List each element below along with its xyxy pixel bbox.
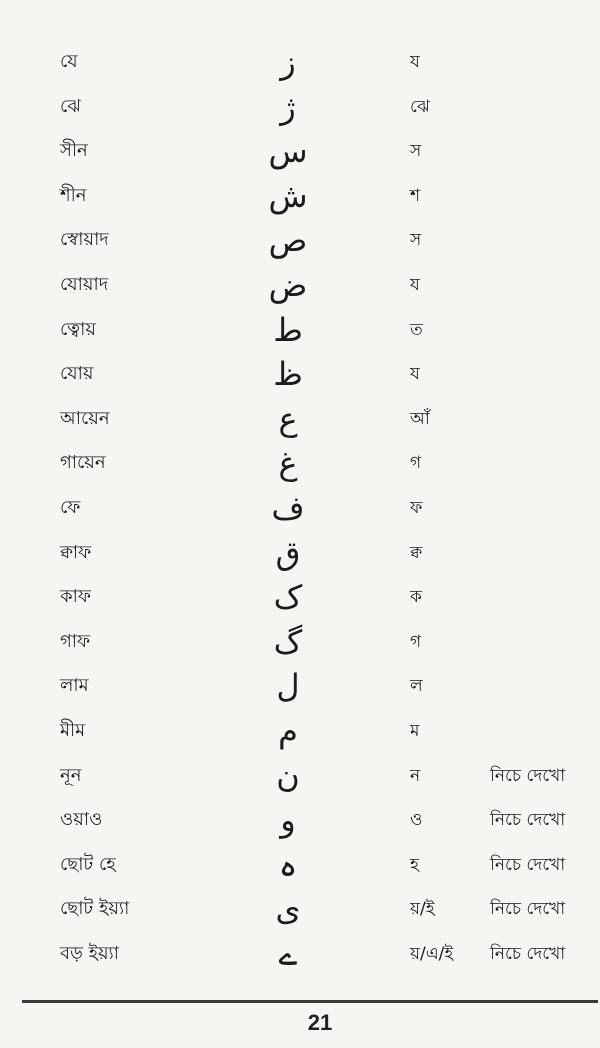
letter-name: ঝে — [60, 95, 81, 117]
table-row — [0, 754, 600, 799]
letter-name: ত্বোয় — [60, 318, 96, 340]
letter-name: আয়েন — [60, 407, 110, 429]
urdu-letter: م — [278, 711, 298, 750]
page-number: 21 — [307, 1010, 333, 1035]
bengali-equivalent: য — [410, 52, 420, 72]
urdu-letter: ے — [278, 934, 298, 973]
letter-name: ছোট হে — [60, 853, 116, 875]
table-row — [0, 887, 600, 932]
urdu-letter: گ — [273, 622, 303, 661]
urdu-letter: ش — [268, 176, 308, 215]
note-text: নিচে দেখো — [490, 899, 566, 920]
urdu-letter: ض — [268, 265, 308, 304]
table-row — [0, 218, 600, 263]
bengali-equivalent: ফ — [410, 497, 423, 518]
urdu-letter: ط — [273, 310, 303, 349]
urdu-letter: ز — [280, 43, 296, 81]
table-row — [0, 709, 600, 754]
bengali-equivalent: ক — [410, 587, 422, 608]
letter-name: নূন — [60, 764, 82, 786]
bengali-equivalent: গ — [410, 453, 422, 474]
letter-name: বড় ইয়্যা — [60, 942, 119, 964]
urdu-letter: ک — [273, 578, 303, 617]
urdu-letter: و — [280, 801, 296, 840]
note-text: নিচে দেখো — [490, 810, 566, 831]
letter-name: যোয়াদ — [60, 273, 109, 295]
table-row — [0, 531, 600, 576]
letter-name: গাফ — [60, 630, 91, 652]
urdu-letter: ف — [271, 488, 305, 527]
letter-name: ক্বাফ — [60, 541, 92, 563]
bengali-equivalent: স — [410, 230, 422, 251]
note-text: নিচে দেখো — [490, 943, 566, 964]
bengali-equivalent: ও — [410, 810, 423, 831]
letter-name: গায়েন — [60, 452, 106, 474]
table-row — [0, 441, 600, 486]
letter-name: ফে — [60, 496, 81, 518]
bengali-equivalent: ম — [410, 720, 420, 741]
bengali-equivalent: আঁ — [410, 408, 430, 429]
letter-name: স্বোয়াদ — [60, 229, 109, 251]
table-row — [0, 85, 600, 130]
urdu-letter: ژ — [280, 87, 296, 126]
urdu-letter: ی — [275, 890, 301, 929]
bengali-equivalent: ঝে — [410, 96, 430, 117]
table-row — [0, 620, 600, 665]
alphabet-table — [0, 40, 600, 976]
urdu-letter: غ — [278, 444, 298, 483]
bengali-equivalent: য — [410, 364, 420, 385]
table-row — [0, 40, 600, 85]
bengali-equivalent: হ — [410, 854, 419, 875]
bengali-equivalent: য়/ই — [410, 899, 435, 920]
table-row — [0, 174, 600, 219]
table-row — [0, 843, 600, 888]
bengali-equivalent: য়/এ/ই — [410, 943, 454, 964]
bengali-equivalent: স — [410, 141, 422, 162]
urdu-letter: س — [268, 132, 308, 171]
table-row — [0, 308, 600, 353]
letter-name: মীম — [60, 719, 86, 741]
table-row — [0, 129, 600, 174]
letter-name: যোয় — [60, 363, 94, 385]
letter-name: লাম — [60, 675, 89, 697]
table-row — [0, 664, 600, 709]
note-text: নিচে দেখো — [490, 854, 566, 875]
bengali-equivalent: শ — [410, 185, 421, 206]
bengali-equivalent: ত — [410, 319, 423, 340]
table-row — [0, 575, 600, 620]
letter-name: শীন — [60, 184, 87, 206]
letter-name: ছোট ইয়্যা — [60, 898, 130, 920]
bengali-equivalent: ক্ব — [410, 542, 423, 563]
bengali-equivalent: ন — [410, 765, 421, 786]
letter-name: যে — [60, 51, 78, 72]
urdu-letter: ن — [276, 756, 300, 795]
table-row — [0, 486, 600, 531]
letter-name: ওয়াও — [60, 809, 103, 831]
bengali-equivalent: য — [410, 274, 420, 295]
table-row — [0, 263, 600, 308]
table-row — [0, 397, 600, 442]
urdu-letter: ص — [268, 221, 308, 260]
urdu-letter: ہ — [278, 845, 298, 884]
letter-name: সীন — [60, 140, 88, 162]
table-row — [0, 352, 600, 397]
table-row — [0, 932, 600, 977]
urdu-letter: ظ — [273, 355, 303, 394]
letter-name: কাফ — [60, 586, 91, 608]
bengali-equivalent: গ — [410, 631, 422, 652]
urdu-letter: ق — [275, 533, 301, 572]
bengali-equivalent: ল — [410, 676, 423, 697]
urdu-letter: ل — [276, 667, 300, 706]
urdu-letter: ع — [278, 399, 298, 438]
note-text: নিচে দেখো — [490, 765, 566, 786]
table-row — [0, 798, 600, 843]
footer-rule — [22, 1000, 598, 1003]
